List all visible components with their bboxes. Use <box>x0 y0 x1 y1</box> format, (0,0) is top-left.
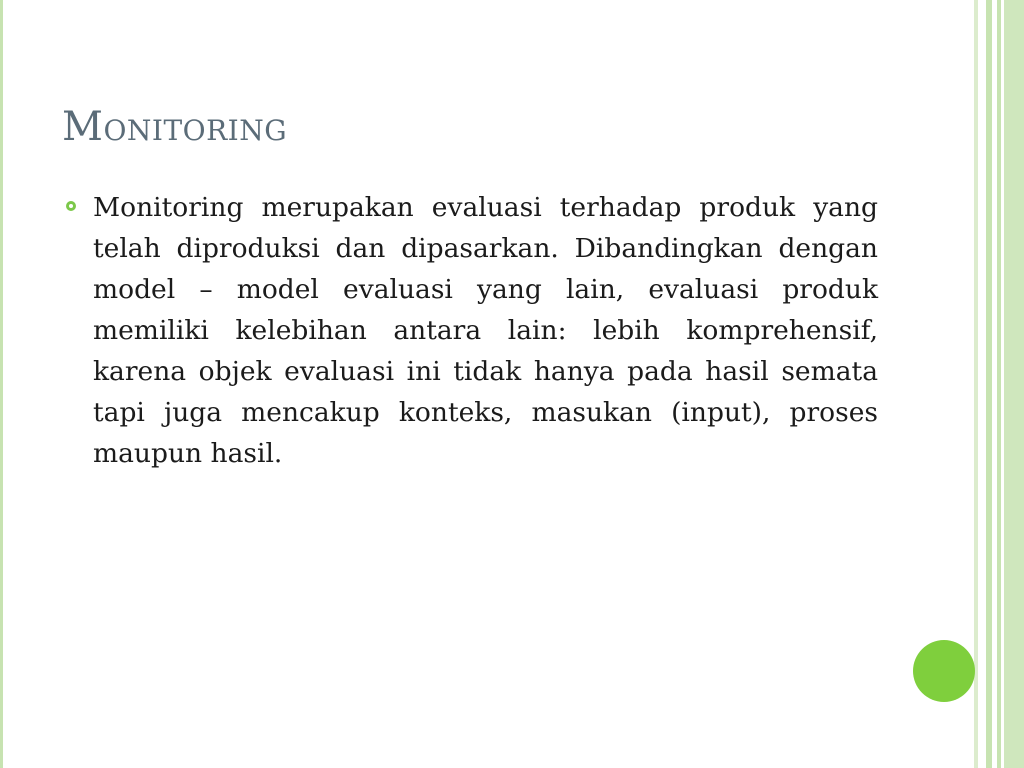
right-decorative-stripes <box>974 0 1024 768</box>
stripe-gap-1 <box>978 0 986 768</box>
slide-title: Monitoring <box>62 104 288 150</box>
left-border-stripe <box>0 0 3 768</box>
stripe-4 <box>1004 0 1024 768</box>
bullet-ring-icon <box>66 201 76 211</box>
green-circle-icon <box>913 640 975 702</box>
bullet-item-text: Monitoring merupakan evaluasi terhadap produk yang telah diproduksi dan dipasarkan. Dibandingkan dengan model – model evaluasi yang lain, evaluasi produk memiliki kelebihan antara lain: lebih komprehensif, karena objek evaluasi ini tidak hanya pada hasil semata tapi juga mencakup konteks, masukan (input), proses maupun hasil. <box>93 192 878 469</box>
bullet-list <box>66 187 878 474</box>
